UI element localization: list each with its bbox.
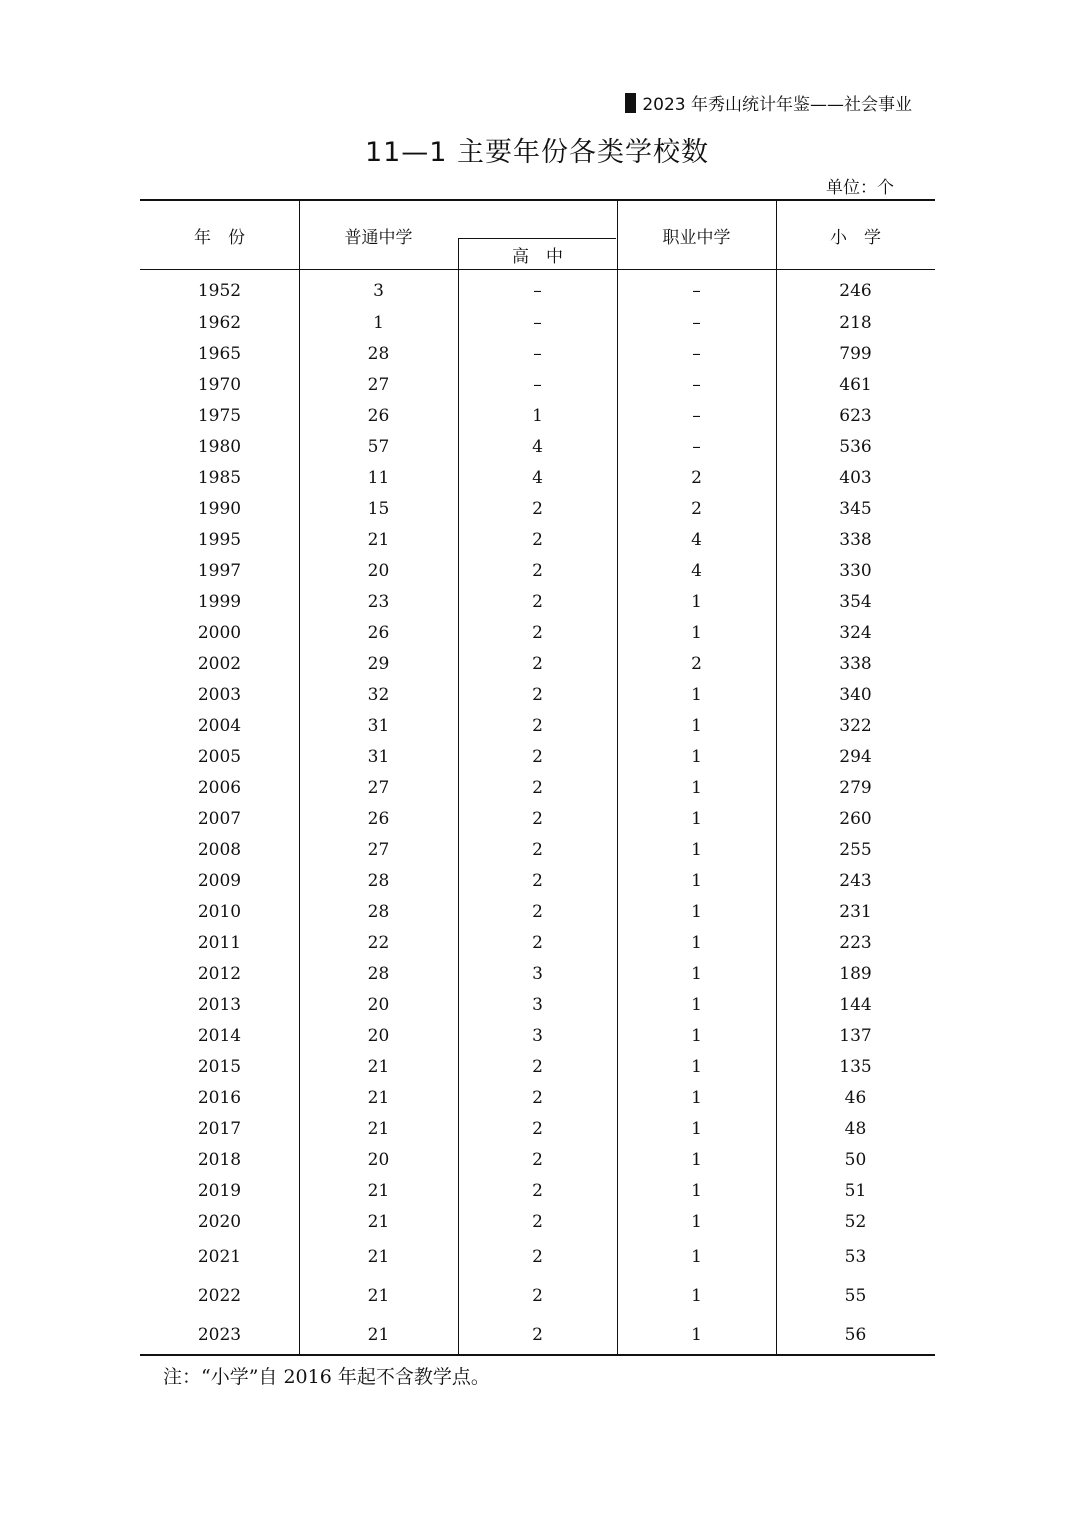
table-row [140, 463, 935, 494]
table-cell: 223 [839, 933, 872, 953]
header-general-middle: 普通中学 [344, 228, 413, 248]
table-cell: 1995 [197, 530, 242, 550]
table-cell: 338 [839, 654, 872, 674]
table-cell: 1 [373, 313, 384, 333]
table-cell: 27 [367, 375, 390, 395]
table-cell: 2000 [197, 623, 242, 643]
table-cell: 324 [839, 623, 872, 643]
table-cell: 2 [532, 623, 543, 643]
table-row [140, 990, 935, 1021]
table-row [140, 1145, 935, 1176]
table-cell: 2022 [197, 1286, 242, 1306]
table-cell: 26 [367, 623, 390, 643]
table-cell: 345 [839, 499, 872, 519]
table-cell: 3 [532, 1026, 543, 1046]
table-cell: 1975 [197, 406, 242, 426]
table-cell: 623 [839, 406, 872, 426]
table-cell: – [533, 375, 542, 395]
table-cell: 55 [844, 1286, 867, 1306]
table-cell: 1 [691, 871, 702, 891]
table-cell: 1985 [197, 468, 242, 488]
table-cell: 28 [367, 902, 390, 922]
table-row [140, 649, 935, 680]
table-cell: 2 [532, 1247, 543, 1267]
table-cell: 2 [532, 778, 543, 798]
table-cell: 51 [844, 1181, 867, 1201]
table-cell: 218 [839, 313, 872, 333]
table-row [140, 897, 935, 928]
table-cell: 461 [839, 375, 872, 395]
table-cell: 1990 [197, 499, 242, 519]
table-cell: 1997 [197, 561, 242, 581]
school-count-table [140, 199, 935, 1356]
table-cell: 3 [532, 995, 543, 1015]
table-row [140, 339, 935, 370]
table-cell: – [692, 375, 701, 395]
table-cell: 2 [532, 1286, 543, 1306]
table-cell: 338 [839, 530, 872, 550]
table-cell: 31 [367, 716, 390, 736]
table-cell: 50 [844, 1150, 867, 1170]
table-cell: 1 [691, 1026, 702, 1046]
table-cell: 2021 [197, 1247, 242, 1267]
table-cell: 260 [839, 809, 872, 829]
table-cell: 21 [367, 1088, 390, 1108]
table-cell: 1 [691, 685, 702, 705]
running-header [625, 90, 912, 115]
table-cell: 2002 [197, 654, 242, 674]
table-cell: – [692, 313, 701, 333]
table-row [140, 401, 935, 432]
table-cell: 2 [532, 716, 543, 736]
table-title: 11—1 主要年份各类学校数 [364, 137, 710, 168]
table-cell: 22 [367, 933, 390, 953]
table-row [140, 525, 935, 556]
table-row [140, 680, 935, 711]
table-cell: 2014 [197, 1026, 242, 1046]
table-cell: 354 [839, 592, 872, 612]
table-cell: 2 [532, 1119, 543, 1139]
header-senior-high: 高 中 [512, 247, 563, 267]
table-cell: 1 [691, 1325, 702, 1345]
table-cell: 4 [532, 468, 543, 488]
header-vocational: 职业中学 [662, 228, 731, 248]
table-cell: 21 [367, 1181, 390, 1201]
table-cell: 2017 [197, 1119, 242, 1139]
table-cell: 2007 [197, 809, 242, 829]
table-row [140, 959, 935, 990]
table-cell: 2023 [197, 1325, 242, 1345]
table-cell: 2 [532, 685, 543, 705]
table-cell: 2 [532, 1212, 543, 1232]
table-cell: 255 [839, 840, 872, 860]
table-cell: – [692, 281, 701, 301]
table-cell: 330 [839, 561, 872, 581]
table-cell: 2019 [197, 1181, 242, 1201]
table-cell: 2018 [197, 1150, 242, 1170]
table-row [140, 556, 935, 587]
table-cell: 21 [367, 1119, 390, 1139]
table-cell: 4 [691, 561, 702, 581]
table-cell: 1 [691, 716, 702, 736]
table-cell: 57 [367, 437, 390, 457]
table-cell: 2 [691, 499, 702, 519]
table-cell: 3 [532, 964, 543, 984]
table-cell: 137 [839, 1026, 872, 1046]
table-row [140, 711, 935, 742]
table-cell: 1970 [197, 375, 242, 395]
table-cell: 2 [691, 468, 702, 488]
header-primary: 小 学 [830, 228, 881, 248]
table-cell: – [533, 281, 542, 301]
table-row [140, 274, 935, 308]
table-row [140, 1277, 935, 1316]
table-cell: 1 [691, 747, 702, 767]
table-cell: 1 [691, 840, 702, 860]
table-cell: 1 [691, 623, 702, 643]
table-cell: 20 [367, 1150, 390, 1170]
table-cell: 1 [532, 406, 543, 426]
table-row [140, 432, 935, 463]
table-cell: 294 [839, 747, 872, 767]
table-cell: 4 [532, 437, 543, 457]
table-cell: 26 [367, 406, 390, 426]
table-cell: 2 [532, 654, 543, 674]
table-cell: 11 [367, 468, 390, 488]
table-row [140, 1176, 935, 1207]
table-cell: 1 [691, 964, 702, 984]
table-cell: 279 [839, 778, 872, 798]
table-row [140, 928, 935, 959]
table-cell: 2013 [197, 995, 242, 1015]
table-cell: – [533, 344, 542, 364]
table-cell: 2011 [197, 933, 242, 953]
table-cell: 1 [691, 1119, 702, 1139]
table-cell: 2 [532, 902, 543, 922]
table-cell: 2 [532, 1088, 543, 1108]
header-year: 年 份 [194, 228, 245, 248]
table-cell: 21 [367, 1212, 390, 1232]
table-cell: 2 [532, 1057, 543, 1077]
table-cell: 52 [844, 1212, 867, 1232]
header-block-icon [625, 93, 636, 113]
table-cell: – [533, 313, 542, 333]
table-cell: 2 [532, 747, 543, 767]
table-row [140, 1052, 935, 1083]
table-cell: 2020 [197, 1212, 242, 1232]
table-cell: 1 [691, 1212, 702, 1232]
table-cell: 21 [367, 1286, 390, 1306]
table-cell: 2 [532, 840, 543, 860]
table-cell: 2 [532, 530, 543, 550]
table-cell: 21 [367, 1325, 390, 1345]
table-cell: 48 [844, 1119, 867, 1139]
table-cell: 27 [367, 840, 390, 860]
table-cell: 1 [691, 1150, 702, 1170]
table-cell: 536 [839, 437, 872, 457]
table-cell: 1 [691, 809, 702, 829]
table-cell: 243 [839, 871, 872, 891]
table-row [140, 1021, 935, 1052]
table-cell: 2010 [197, 902, 242, 922]
table-cell: 56 [844, 1325, 867, 1345]
table-cell: 28 [367, 344, 390, 364]
table-cell: 1965 [197, 344, 242, 364]
running-title: 2023 年秀山统计年鉴——社会事业 [642, 95, 912, 115]
table-cell: 2 [691, 654, 702, 674]
table-cell: 28 [367, 871, 390, 891]
unit-label: 单位：个 [826, 178, 894, 198]
table-cell: 1952 [197, 281, 242, 301]
table-cell: 1 [691, 1247, 702, 1267]
table-cell: 15 [367, 499, 390, 519]
table-row [140, 1316, 935, 1354]
table-cell: 1 [691, 995, 702, 1015]
table-cell: 21 [367, 530, 390, 550]
table-body [140, 270, 935, 1356]
table-cell: 1 [691, 933, 702, 953]
table-row [140, 835, 935, 866]
table-cell: 29 [367, 654, 390, 674]
table-cell: – [692, 437, 701, 457]
table-cell: 2004 [197, 716, 242, 736]
table-row [140, 866, 935, 897]
table-cell: 1962 [197, 313, 242, 333]
table-cell: 799 [839, 344, 872, 364]
table-cell: 31 [367, 747, 390, 767]
table-cell: – [692, 406, 701, 426]
table-cell: 53 [844, 1247, 867, 1267]
table-cell: 2 [532, 561, 543, 581]
table-cell: 1 [691, 592, 702, 612]
table-cell: 20 [367, 1026, 390, 1046]
table-cell: 2009 [197, 871, 242, 891]
table-cell: 2006 [197, 778, 242, 798]
table-cell: 2015 [197, 1057, 242, 1077]
table-row [140, 1207, 935, 1238]
table-cell: 1 [691, 1057, 702, 1077]
table-cell: 21 [367, 1057, 390, 1077]
table-cell: 135 [839, 1057, 872, 1077]
table-cell: 20 [367, 995, 390, 1015]
table-row [140, 370, 935, 401]
table-cell: 2 [532, 933, 543, 953]
footnote: 注：“小学”自 2016 年起不含教学点。 [163, 1366, 490, 1388]
table-cell: 3 [373, 281, 384, 301]
table-cell: 2 [532, 592, 543, 612]
table-cell: 2016 [197, 1088, 242, 1108]
table-cell: 1 [691, 902, 702, 922]
table-cell: 21 [367, 1247, 390, 1267]
table-cell: 1980 [197, 437, 242, 457]
table-cell: 2 [532, 1150, 543, 1170]
table-cell: 1 [691, 778, 702, 798]
table-row [140, 308, 935, 339]
table-cell: 246 [839, 281, 872, 301]
table-cell: – [692, 344, 701, 364]
table-row [140, 773, 935, 804]
table-cell: 1 [691, 1088, 702, 1108]
table-cell: 189 [839, 964, 872, 984]
table-cell: 46 [844, 1088, 867, 1108]
table-row [140, 742, 935, 773]
table-row [140, 804, 935, 835]
table-cell: 4 [691, 530, 702, 550]
table-cell: 20 [367, 561, 390, 581]
table-cell: 322 [839, 716, 872, 736]
table-cell: 32 [367, 685, 390, 705]
table-row [140, 1083, 935, 1114]
table-cell: 2 [532, 499, 543, 519]
table-cell: 23 [367, 592, 390, 612]
table-cell: 403 [839, 468, 872, 488]
table-row [140, 1114, 935, 1145]
table-row [140, 587, 935, 618]
table-cell: 231 [839, 902, 872, 922]
table-cell: 2005 [197, 747, 242, 767]
table-cell: 2 [532, 1325, 543, 1345]
table-cell: 2 [532, 809, 543, 829]
table-cell: 26 [367, 809, 390, 829]
table-cell: 27 [367, 778, 390, 798]
table-cell: 2008 [197, 840, 242, 860]
table-cell: 1 [691, 1181, 702, 1201]
table-row [140, 618, 935, 649]
table-header [140, 199, 935, 270]
table-cell: 2012 [197, 964, 242, 984]
table-cell: 144 [839, 995, 872, 1015]
table-row [140, 494, 935, 525]
table-cell: 2003 [197, 685, 242, 705]
table-cell: 28 [367, 964, 390, 984]
table-row [140, 1238, 935, 1277]
table-cell: 340 [839, 685, 872, 705]
table-cell: 1 [691, 1286, 702, 1306]
table-cell: 1999 [197, 592, 242, 612]
table-cell: 2 [532, 1181, 543, 1201]
table-cell: 2 [532, 871, 543, 891]
